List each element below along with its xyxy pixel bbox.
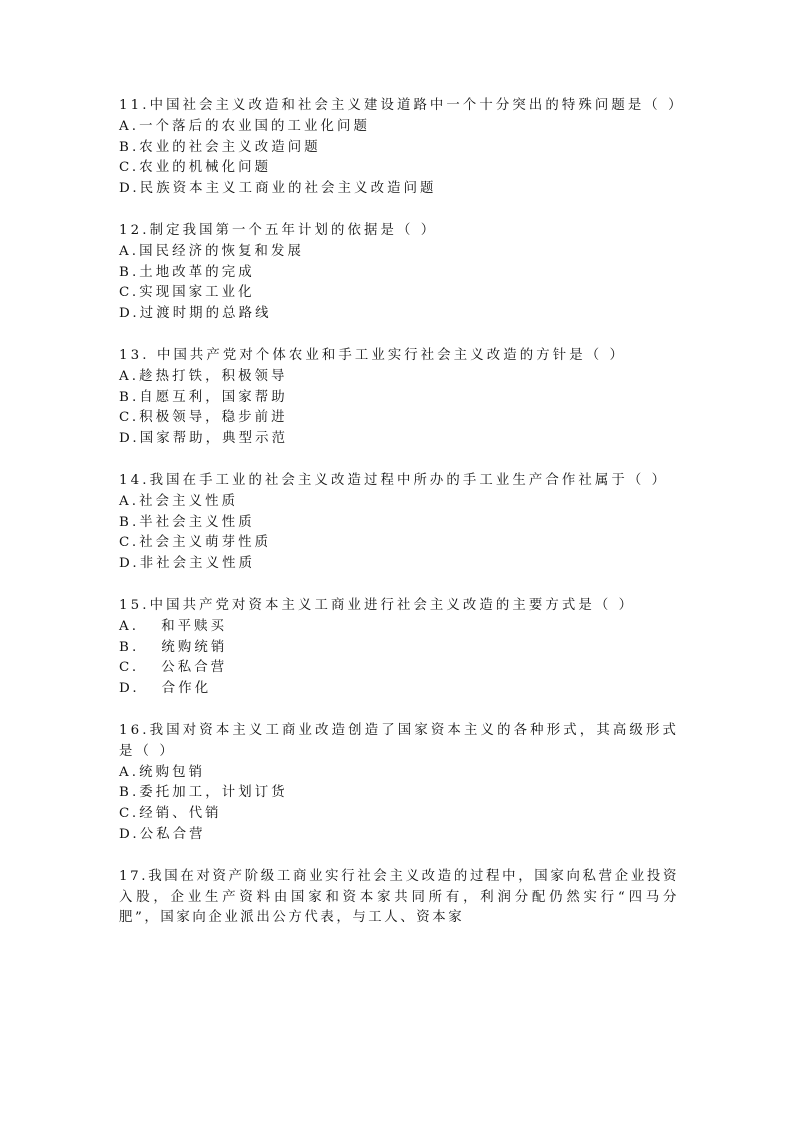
question-16 xyxy=(119,721,679,846)
option-d: D.国家帮助，典型示范 xyxy=(119,431,289,447)
option-b: B.半社会主义性质 xyxy=(119,514,255,530)
question-stem: 13. 中国共产党对个体农业和手工业实行社会主义改造的方针是（ ） xyxy=(119,347,627,363)
option-a: A.国民经济的恢复和发展 xyxy=(119,243,305,259)
option-b: B.土地改革的完成 xyxy=(119,264,255,280)
option-c: C.积极领导，稳步前进 xyxy=(119,410,288,426)
document-page xyxy=(119,96,685,950)
option-c: C. 公私合营 xyxy=(119,660,228,676)
option-c: C.实现国家工业化 xyxy=(119,285,255,301)
question-stem: 15.中国共产党对资本主义工商业进行社会主义改造的主要方式是（ ） xyxy=(119,597,636,613)
option-b: B.委托加工，计划订货 xyxy=(119,785,288,801)
option-b: B.农业的社会主义改造问题 xyxy=(119,139,321,155)
option-d: D.非社会主义性质 xyxy=(119,556,256,572)
question-17 xyxy=(119,867,679,929)
option-d: D.公私合营 xyxy=(119,826,206,842)
option-a: A.趁热打铁，积极领导 xyxy=(119,368,288,384)
option-a: A. 和平赎买 xyxy=(119,618,228,634)
question-stem: 14.我国在手工业的社会主义改造过程中所办的手工业生产合作社属于（ ） xyxy=(119,472,669,488)
question-12 xyxy=(119,221,679,325)
option-d: D.过渡时期的总路线 xyxy=(119,306,272,322)
option-c: C.社会主义萌芽性质 xyxy=(119,535,272,551)
option-c: C.经销、代销 xyxy=(119,806,222,822)
question-stem: 16.我国对资本主义工商业改造创造了国家资本主义的各种形式，其高级形式是（ ） xyxy=(119,722,679,759)
option-a: A.统购包销 xyxy=(119,764,206,780)
question-stem: 12.制定我国第一个五年计划的依据是（ ） xyxy=(119,222,438,238)
option-b: B. 统购统销 xyxy=(119,639,228,655)
question-stem: 17.我国在对资产阶级工商业实行社会主义改造的过程中，国家向私营企业投资入股，企业生产资料由国家和资本家共同所有，利润分配仍然实行“四马分肥”，国家向企业派出公方代表，与工人、资本家 xyxy=(119,868,679,926)
option-a: A.一个落后的农业国的工业化问题 xyxy=(119,118,370,134)
question-14 xyxy=(119,471,679,575)
option-b: B.自愿互利，国家帮助 xyxy=(119,389,288,405)
option-a: A.社会主义性质 xyxy=(119,493,239,509)
option-d: D. 合作化 xyxy=(119,681,212,697)
option-c: C.农业的机械化问题 xyxy=(119,160,272,176)
question-13 xyxy=(119,346,679,450)
question-11 xyxy=(119,96,685,200)
question-15 xyxy=(119,596,679,700)
question-stem: 11.中国社会主义改造和社会主义建设道路中一个十分突出的特殊问题是（ ） xyxy=(119,98,685,113)
option-d: D.民族资本主义工商业的社会主义改造问题 xyxy=(119,181,437,197)
